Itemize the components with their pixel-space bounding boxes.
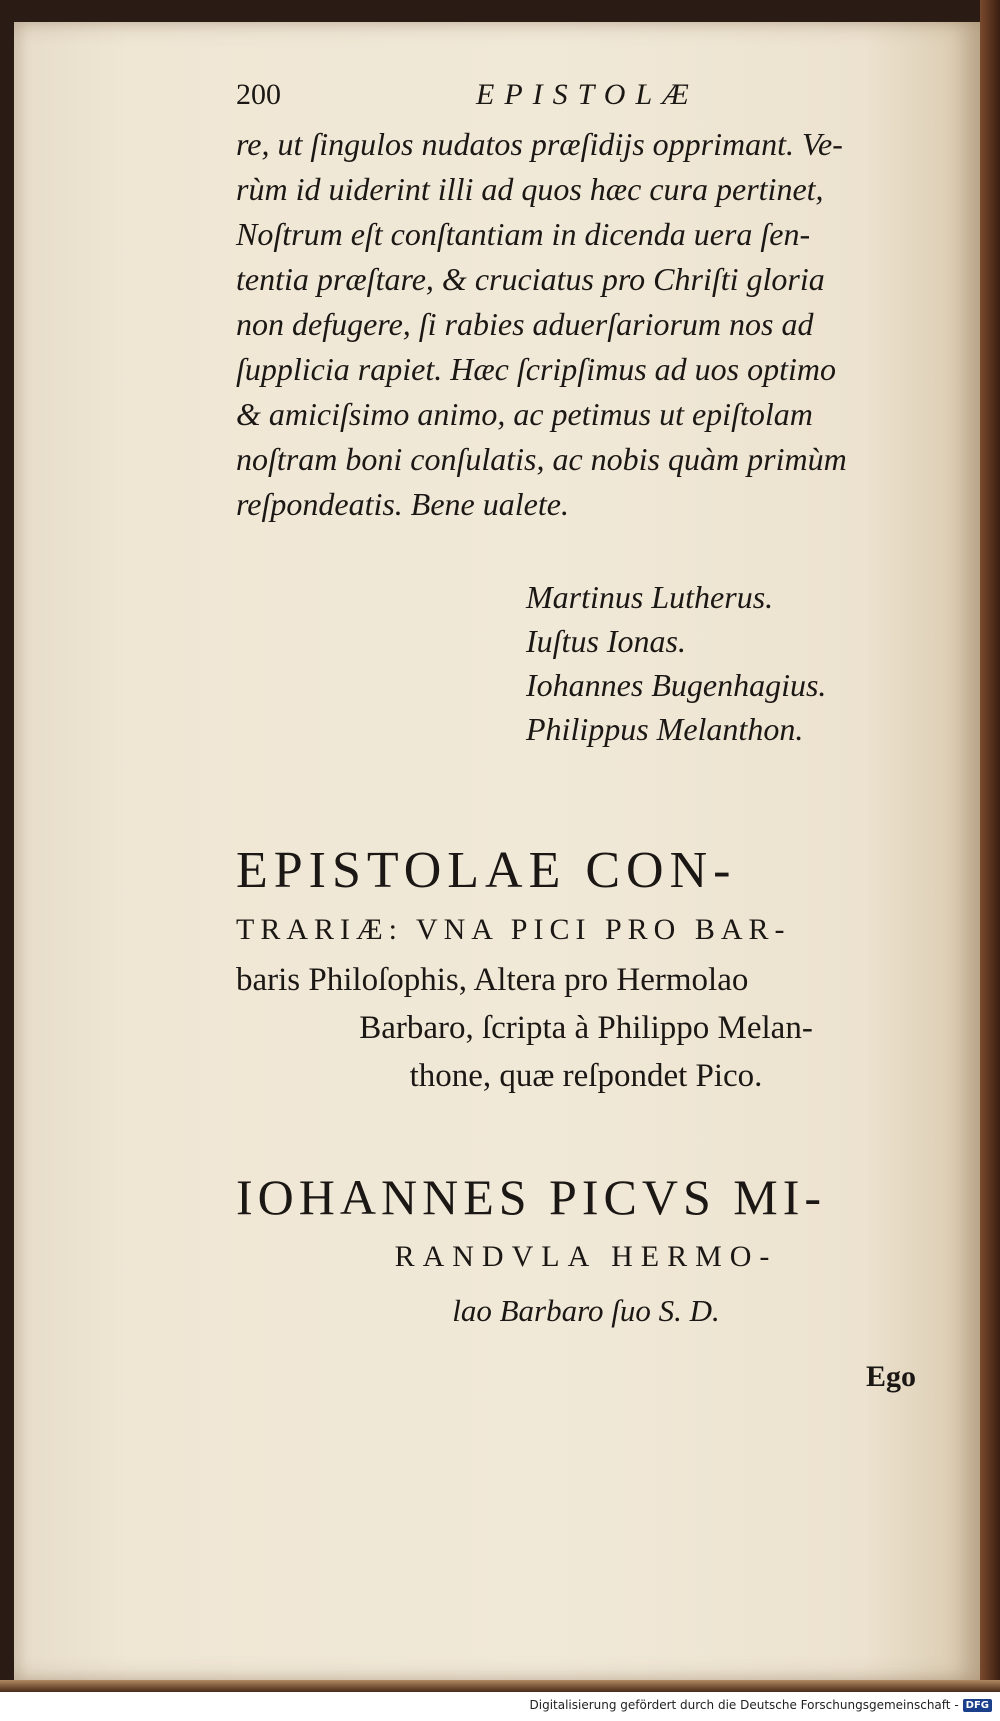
book-fore-edge (980, 0, 1000, 1721)
text-line: tentia præſtare, & cruciatus pro Chriſti gloria (236, 261, 825, 297)
signatory-name: Iuſtus Ionas. (526, 623, 686, 659)
title-line: EPISTOLAE CON- (236, 842, 737, 899)
text-line: non defugere, ſi rabies aduerſariorum nos ad (236, 306, 814, 342)
letter-closing-text (236, 122, 936, 527)
signatory-name: Iohannes Bugenhagius. (526, 667, 827, 703)
title-line: Barbaro, ſcripta à Philippo Melan- (359, 1010, 813, 1046)
text-line: Noſtrum eſt conſtantiam in dicenda uera ſen- (236, 216, 811, 252)
title-line: TRARIÆ: VNA PICI PRO BAR- (236, 913, 791, 946)
title-line: thone, quæ reſpondet Pico. (409, 1058, 763, 1094)
text-line: ſupplicia rapiet. Hæc ſcripſimus ad uos optimo (236, 351, 836, 387)
section-title (236, 838, 936, 1100)
text-line: & amiciſsimo animo, ac petimus ut epiſtolam (236, 396, 813, 432)
title-line: baris Philoſophis, Altera pro Hermolao (236, 962, 749, 998)
page-number: 200 (236, 78, 281, 111)
dfg-logo: DFG (963, 1699, 992, 1712)
running-head: EPISTOLÆ (476, 78, 699, 111)
text-line: re, ut ſingulos nudatos præſidijs opprimant. Ve- (236, 126, 843, 162)
salutation-line: lao Barbaro ſuo S. D. (452, 1293, 720, 1328)
page-header (236, 78, 936, 118)
text-line: rùm id uiderint illi ad quos hæc cura pertinet, (236, 171, 824, 207)
salutation-line: IOHANNES PICVS MI- (236, 1169, 827, 1225)
book-bottom-edge (0, 1680, 1000, 1692)
signatory-name: Philippus Melanthon. (526, 711, 804, 747)
signatory-name: Martinus Lutherus. (526, 579, 774, 615)
funding-credit-text: Digitalisierung gefördert durch die Deutsche Forschungsgemeinschaft - (529, 1698, 959, 1712)
salutation-line: RANDVLA HERMO- (394, 1240, 778, 1273)
letter-salutation (236, 1165, 936, 1337)
catchword: Ego (866, 1360, 917, 1393)
footer-credit (530, 1698, 993, 1712)
signatories (526, 575, 826, 751)
text-line: noſtram boni conſulatis, ac nobis quàm primùm (236, 441, 847, 477)
text-line: reſpondeatis. Bene ualete. (236, 486, 569, 522)
